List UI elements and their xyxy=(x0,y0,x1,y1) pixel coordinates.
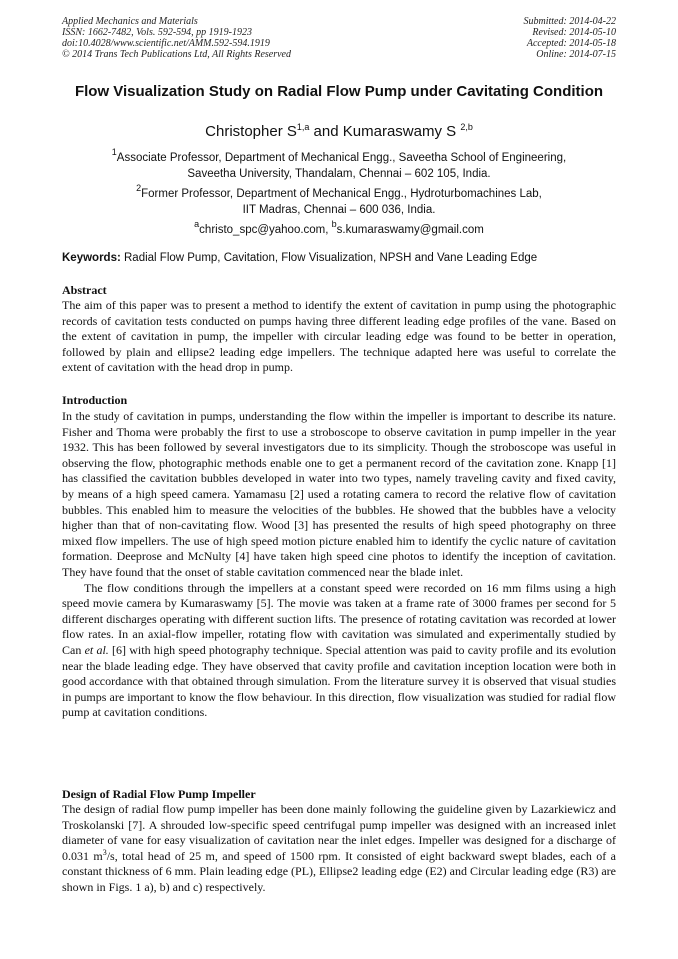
affiliation-2 xyxy=(62,183,616,218)
author-line xyxy=(62,122,616,142)
keywords xyxy=(62,251,616,265)
design-paragraph-part-2: /s, total head of 25 m, and speed of 1500 rpm. It consisted of eight backward swept blades, each of a constant thickness of 6 mm. Plain leading edge (PL), Ellipse2 leading edge (E2) and Circular leading edge (R3) are shown in Figs. 1 a), b) and c) respectively. xyxy=(62,848,616,894)
design-text xyxy=(62,802,616,896)
design-paragraph-part-1: The design of radial flow pump impeller has been done mainly following the guideline given by Lazarkiewicz and Troskolanski [7]. A shrouded low-specific speed centrifugal pump impeller was designed with an increased inlet diameter of vane for easy visualization of cavitation near the inlet edges. Impeller was designed for a discharge of 0.031 m xyxy=(62,802,616,863)
affiliation-2-line-2: IIT Madras, Chennai – 600 036, India. xyxy=(242,204,436,216)
introduction-paragraph-2 xyxy=(62,581,616,721)
email-b-mark: b xyxy=(331,219,337,229)
author-1-affiliation-mark: 1,a xyxy=(296,122,310,132)
revised-date: Revised: 2014-05-10 xyxy=(532,27,616,38)
email-a-mark: a xyxy=(194,219,200,229)
copyright-line: © 2014 Trans Tech Publications Ltd, All Rights Reserved xyxy=(62,49,291,60)
affiliation-1-line-1: Associate Professor, Department of Mechanical Engg., Saveetha School of Engineering, xyxy=(116,152,567,164)
affiliation-1 xyxy=(62,147,616,182)
journal-name: Applied Mechanics and Materials xyxy=(62,16,198,27)
affiliation-1-line-2: Saveetha University, Thandalam, Chennai – 602 105, India. xyxy=(187,168,491,180)
introduction-text xyxy=(62,409,616,721)
design-heading: Design of Radial Flow Pump Impeller xyxy=(62,787,256,801)
issn-line: ISSN: 1662-7482, Vols. 592-594, pp 1919-1923 xyxy=(62,27,252,38)
author-connector: and xyxy=(309,123,343,140)
online-date: Online: 2014-07-15 xyxy=(536,49,616,60)
abstract-heading: Abstract xyxy=(62,283,107,297)
design-paragraph xyxy=(62,802,616,896)
keywords-label: Keywords: xyxy=(62,252,121,264)
author-2: Kumaraswamy S xyxy=(342,123,457,140)
submitted-date: Submitted: 2014-04-22 xyxy=(523,16,616,27)
abstract-text xyxy=(62,298,616,376)
keywords-text: Radial Flow Pump, Cavitation, Flow Visualization, NPSH and Vane Leading Edge xyxy=(120,252,538,264)
journal-info xyxy=(62,16,291,60)
affiliation-2-line-1: Former Professor, Department of Mechanical Engg., Hydroturbomachines Lab, xyxy=(141,188,542,200)
email-a: christo_spc@yahoo.com, xyxy=(199,224,332,236)
abstract-paragraph: The aim of this paper was to present a method to identify the extent of cavitation in pump using the photographic records of cavitation tests conducted on pumps having three different leading edge profiles of the vane. Based on the extent of cavitation in pump, the impeller with circular leading edge was found to be better in operation, followed by plain and ellipse2 leading edge impellers. The technique adapted here was useful to correlate the extent of cavitation with the head drop in pump. xyxy=(62,298,616,375)
cubic-exponent: 3 xyxy=(102,847,107,857)
affiliation-1-number: 1 xyxy=(111,147,117,157)
introduction-paragraph-2-part-1: The flow conditions through the impellers at a constant speed were recorded on 16 mm films using a high speed movie camera by Kumaraswamy [5]. The movie was taken at a frame rate of 3000 frames per second for 5 different discharges operating with different suction lifts. The presence of rotating cavitation was recorded at lower flow rates. In an axial-flow impeller, rotating flow with cavitation was simulated and experimentally studied by Can xyxy=(62,580,616,657)
introduction-paragraph-2-part-2: [6] with high speed photography technique. Special attention was paid to cavity profile and its evolution near the blade leading edge. They have observed that cavity profile and cavitation inception location were both in good accordance with that obtained through simulation. From the literature survey it is observed that visual studies in pumps are important to know the flow behaviour. In this direction, flow visualization was studied for radial flow pump at cavitation conditions. xyxy=(62,642,616,720)
et-al: et al. xyxy=(84,642,109,657)
email-b: s.kumaraswamy@gmail.com xyxy=(336,224,484,236)
introduction-heading: Introduction xyxy=(62,393,128,407)
doi-line: doi:10.4028/www.scientific.net/AMM.592-594.1919 xyxy=(62,38,270,49)
publication-dates xyxy=(524,16,617,60)
author-1: Christopher S xyxy=(205,123,297,140)
author-emails xyxy=(62,219,616,238)
affiliation-2-number: 2 xyxy=(136,183,142,193)
paper-title: Flow Visualization Study on Radial Flow Pump under Cavitating Condition xyxy=(74,83,604,100)
author-2-affiliation-mark: 2,b xyxy=(460,122,473,132)
accepted-date: Accepted: 2014-05-18 xyxy=(526,38,616,49)
introduction-paragraph-1: In the study of cavitation in pumps, understanding the flow within the impeller is important to describe its nature. Fisher and Thoma were probably the first to use a stroboscope to observe cavitation in pump impeller in the year 1932. This has been followed by several investigators due to its simplicity. Though the stroboscope was useful in observing the flow, photographic methods enable one to get a permanent record of the cavitation zone. Knapp [1] has classified the cavitation bubbles developed in water into two types, namely traveling cavity and fixed cavity, by means of a high speed camera. Yamamasu [2] used a rotating camera to record the relative flow of cavitation bubbles. This enabled him to measure the velocities of the bubbles. He showed that the bubbles have a velocity higher than that of non-cavitating flow. Wood [3] has presented the results of high speed photography on three mixed flow impellers. The use of high speed motion picture enabled him to identify the cyclic nature of cavitation formation. Deeprose and McNulty [4] have taken high speed cine photos to identify the inception of cavitation. They have found that the onset of stable cavitation commenced near the blade inlet. xyxy=(62,409,616,579)
